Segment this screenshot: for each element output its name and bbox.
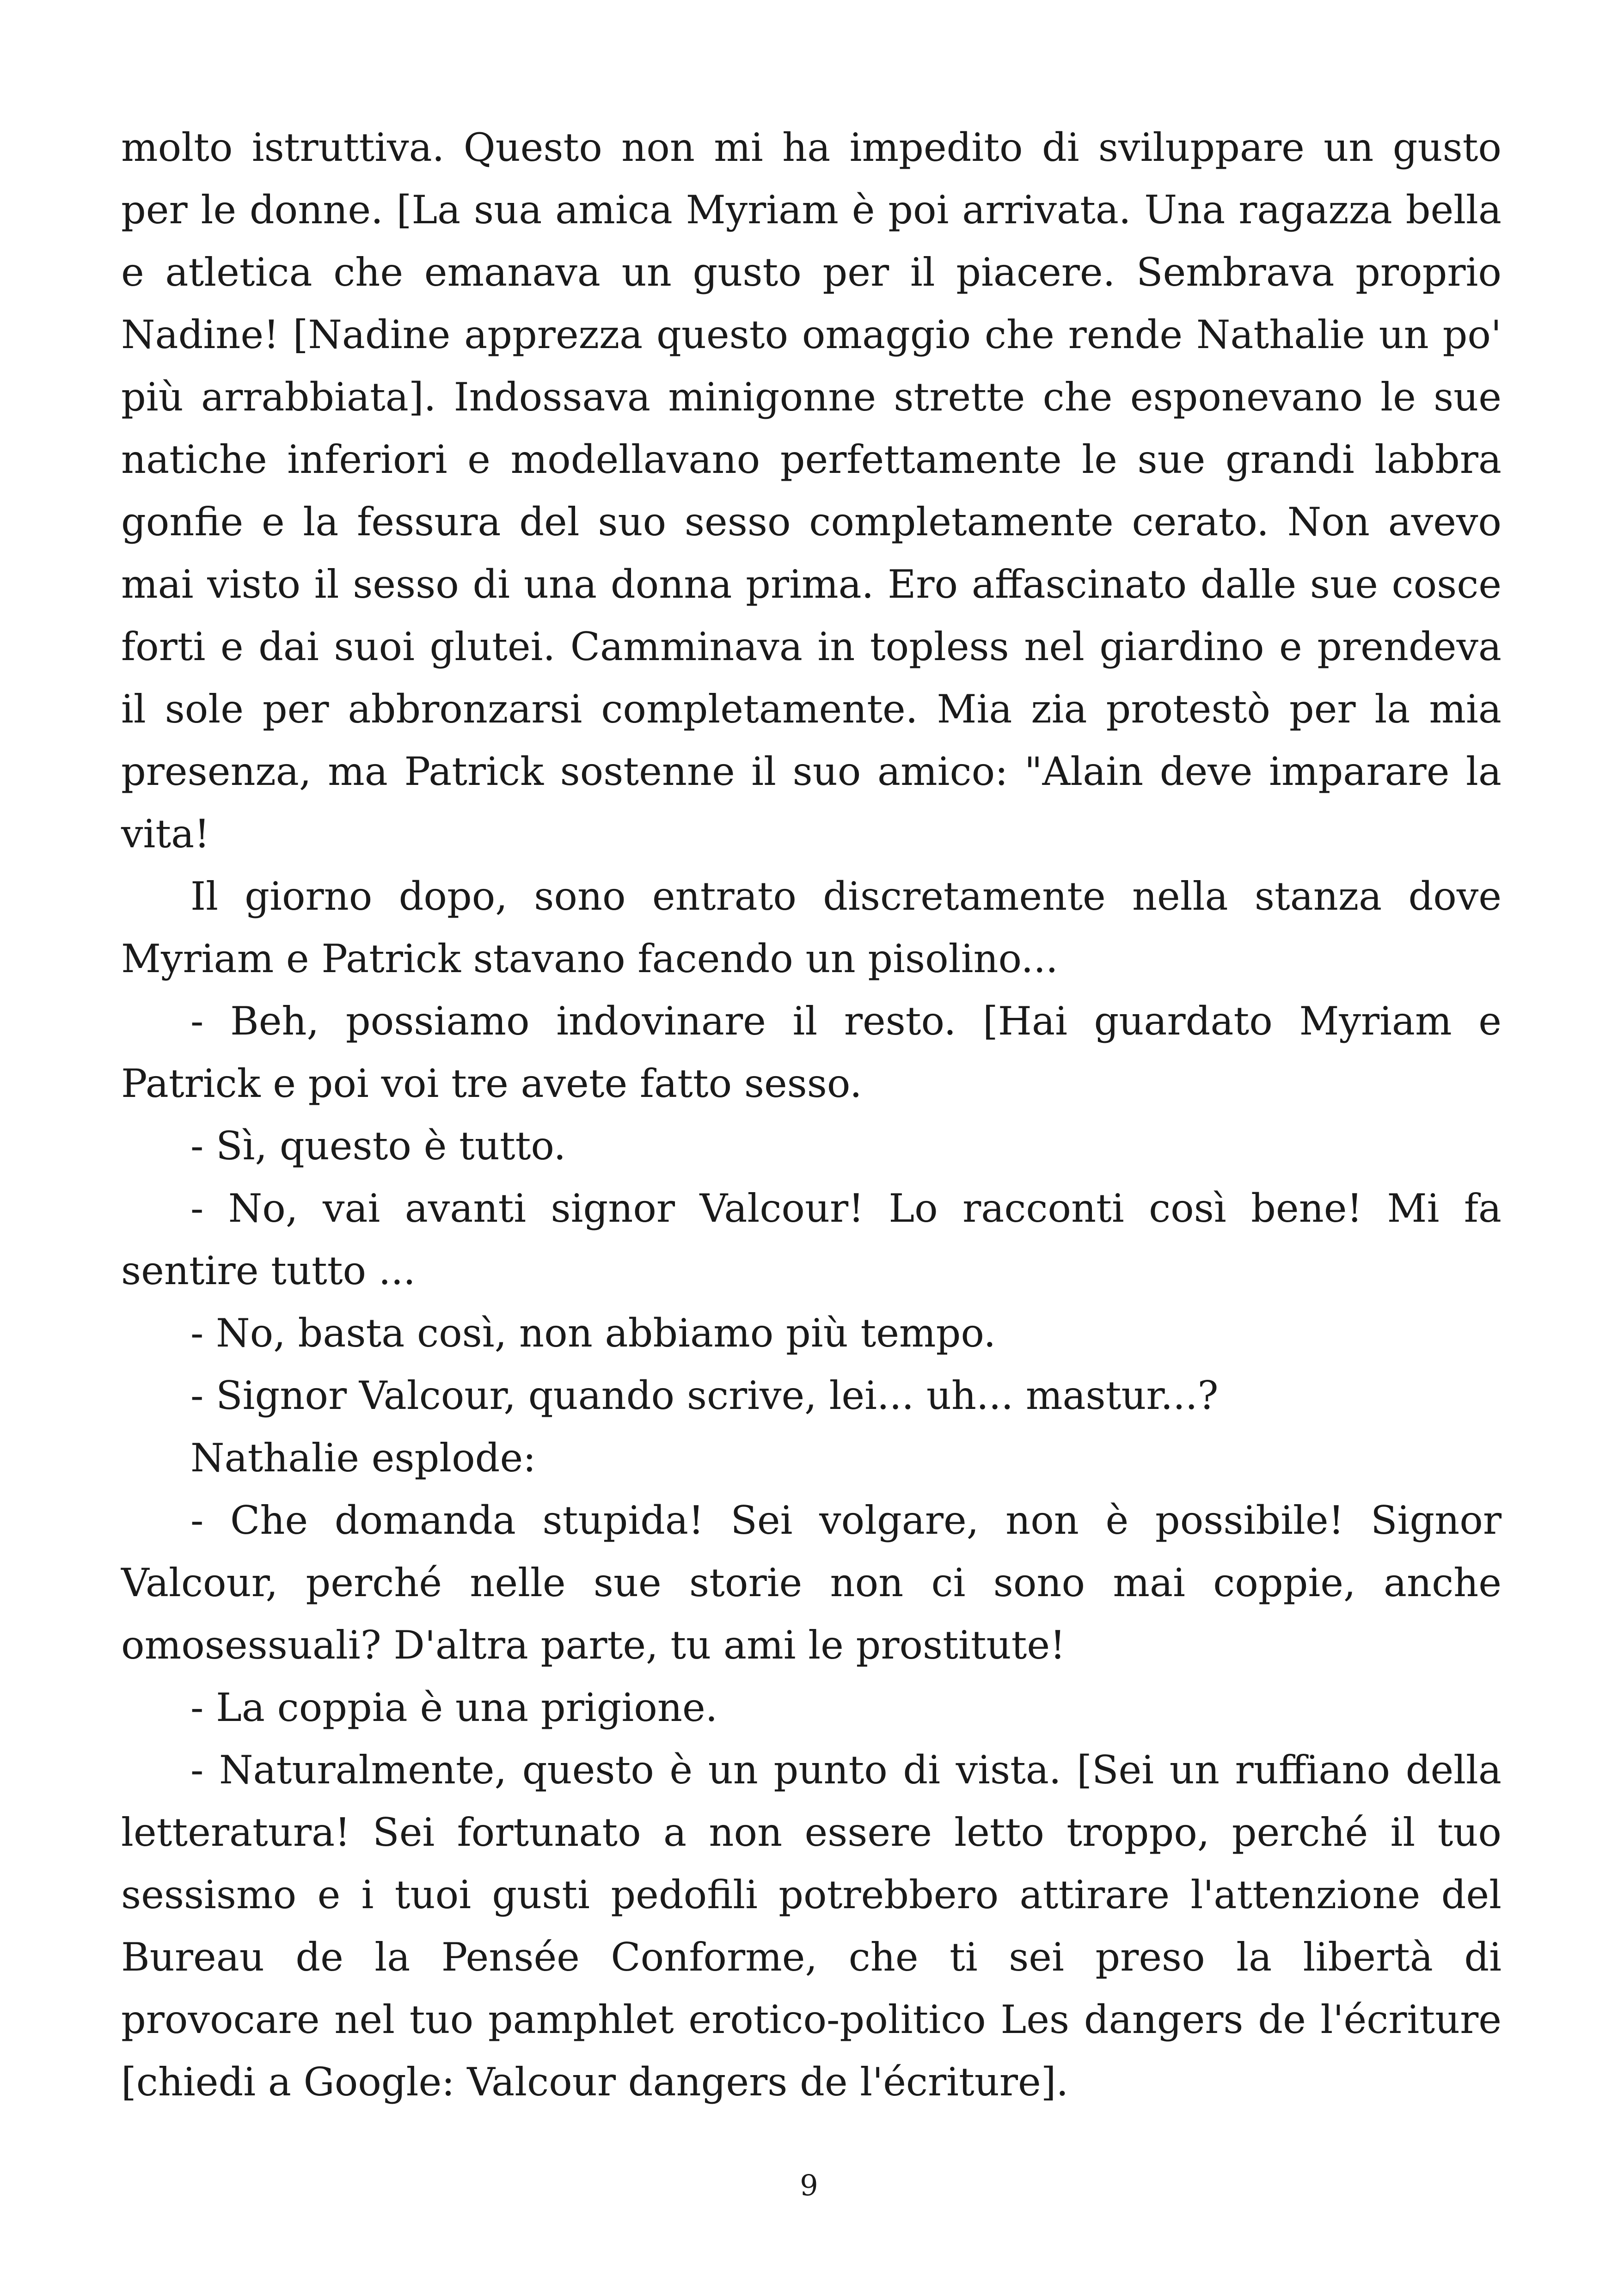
dialogue-line: - Beh, possiamo indovinare il resto. [Hai guardato Myriam e Patrick e poi voi tre avete fatto sesso. <box>121 998 1502 1106</box>
page-number: 9 <box>800 2168 818 2202</box>
paragraph: Il giorno dopo, sono entrato discretamente nella stanza dove Myriam e Patrick stavano facendo un pisolino... <box>121 874 1502 981</box>
dialogue-line: - Signor Valcour, quando scrive, lei... uh... mastur...? <box>190 1373 1219 1418</box>
body-text <box>121 116 1502 2113</box>
dialogue-line: - La coppia è una prigione. <box>190 1685 718 1730</box>
dialogue-line: - No, vai avanti signor Valcour! Lo racconti così bene! Mi fa sentire tutto ... <box>121 1186 1502 1293</box>
dialogue-line: - No, basta così, non abbiamo più tempo. <box>190 1310 996 1356</box>
paragraph-continuation: molto istruttiva. Questo non mi ha impedito di sviluppare un gusto per le donne. [La sua amica Myriam è poi arrivata. Una ragazza bella e atletica che emanava un gusto per il piacere. Sembrava proprio Nadine! [Nadine apprezza questo omaggio che rende Nathalie un po' più arrabbiata]. Indossava minigonne strette che esponevano le sue natiche inferiori e modellavano perfettamente le sue grandi labbra gonfie e la fessura del suo sesso completamente cerato. Non avevo mai visto il sesso di una donna prima. Ero affascinato dalle sue cosce forti e dai suoi glutei. Camminava in topless nel giardino e prendeva il sole per abbronzarsi completamente. Mia zia protestò per la mia presenza, ma Patrick sostenne il suo amico: "Alain deve imparare la vita! <box>121 125 1502 857</box>
paragraph: Nathalie esplode: <box>190 1435 536 1481</box>
dialogue-line: - Che domanda stupida! Sei volgare, non è possibile! Signor Valcour, perché nelle sue storie non ci sono mai coppie, anche omosessuali? D'altra parte, tu ami le prostitute! <box>121 1498 1502 1668</box>
dialogue-line: - Sì, questo è tutto. <box>190 1123 566 1169</box>
dialogue-line: - Naturalmente, questo è un punto di vista. [Sei un ruffiano della letteratura! Sei fortunato a non essere letto troppo, perché il tuo sessismo e i tuoi gusti pedofili potrebbero attirare l'attenzione del Bureau de la Pensée Conforme, che ti sei preso la libertà di provocare nel tuo pamphlet erotico-politico Les dangers de l'écriture [chiedi a Google: Valcour dangers de l'écriture]. <box>121 1747 1502 2105</box>
